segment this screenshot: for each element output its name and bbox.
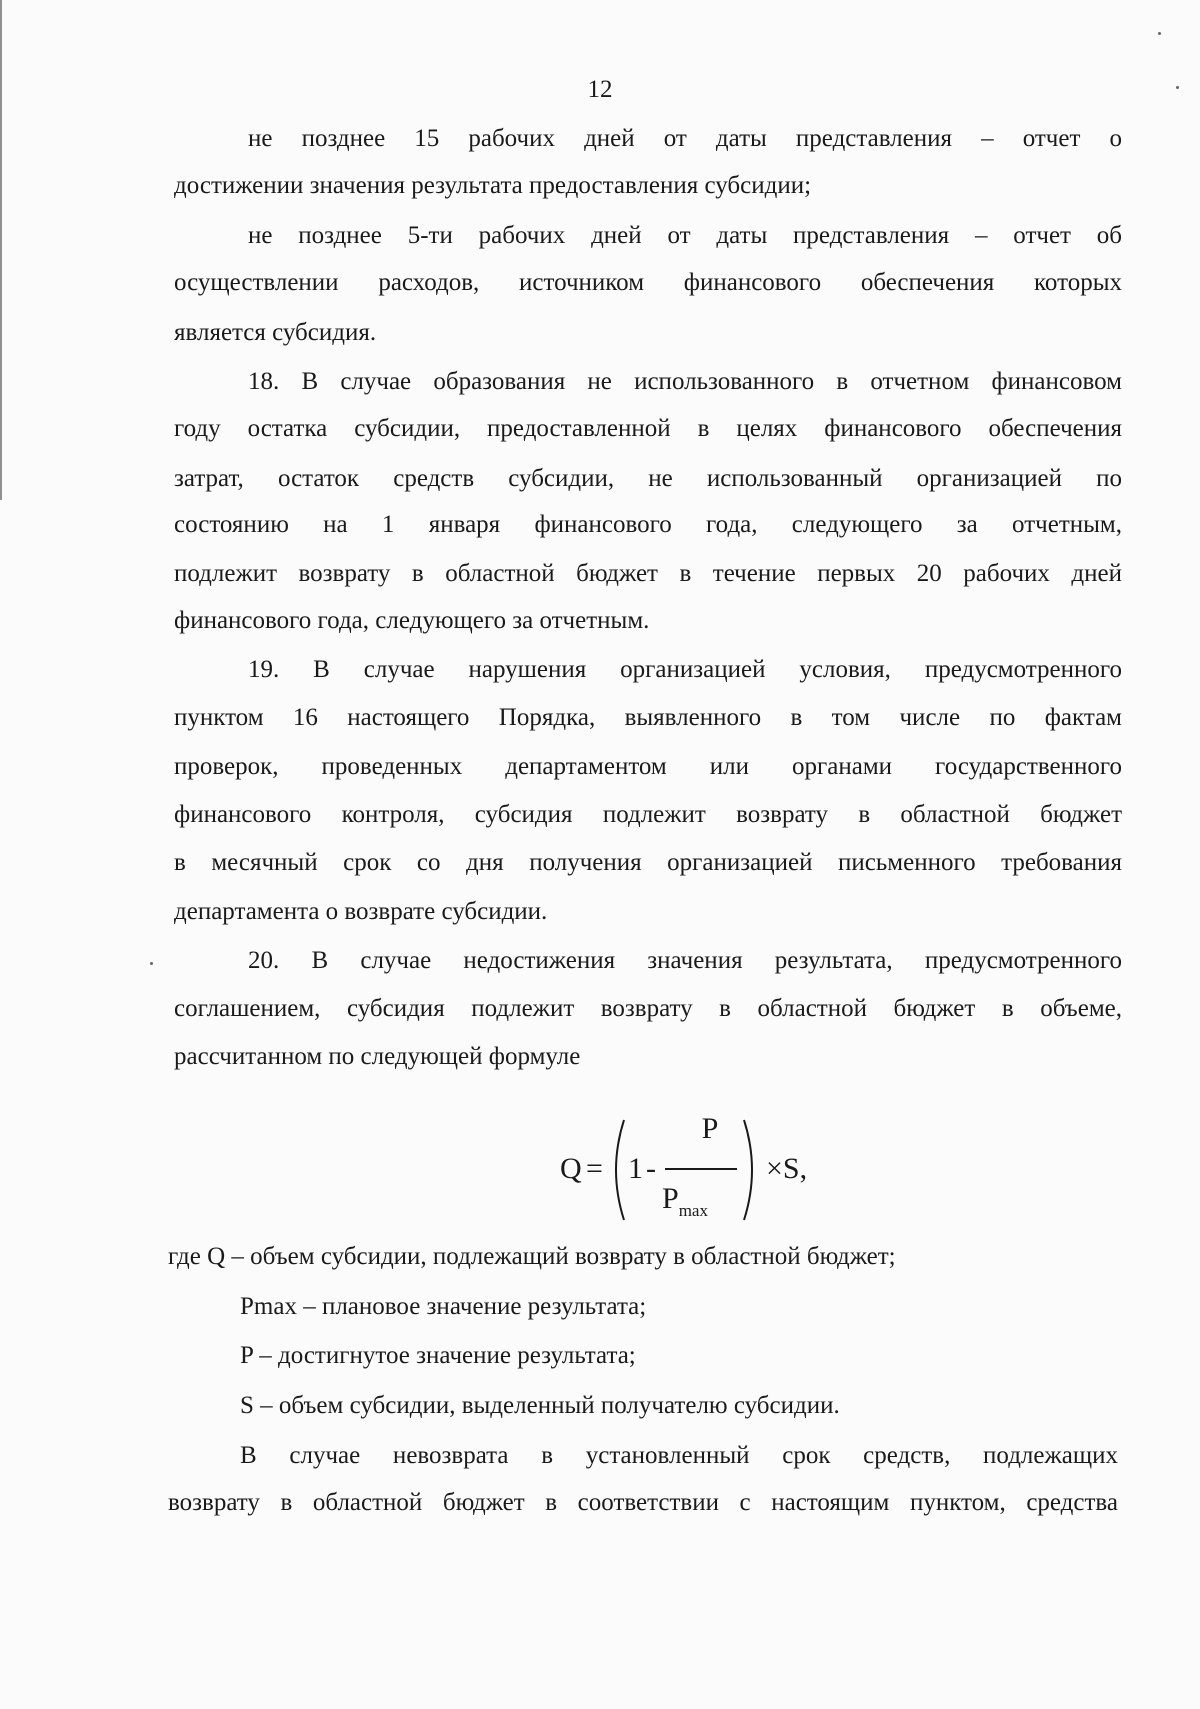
text-line: не позднее 15 рабочих дней от даты представления – отчет о xyxy=(248,125,1122,152)
text-line: 18. В случае образования не использованного в отчетном финансовом xyxy=(248,368,1122,395)
formula xyxy=(540,1108,840,1233)
formula-denominator: $P_{max}$ xyxy=(662,1182,708,1220)
text-line: пунктом 16 настоящего Порядка, выявленного в том числе по фактам xyxy=(174,704,1122,731)
text-line: P – достигнутое значение результата; xyxy=(240,1342,636,1369)
text-line: департамента о возврате субсидии. xyxy=(174,898,548,925)
left-paren-icon xyxy=(606,1118,628,1222)
fraction-bar xyxy=(665,1168,737,1170)
scan-edge xyxy=(0,0,2,500)
formula-equals: = xyxy=(586,1152,603,1185)
text-line: В случае невозврата в установленный срок средств, подлежащих xyxy=(240,1442,1118,1469)
text-line: 19. В случае нарушения организацией условия, предусмотренного xyxy=(248,656,1122,683)
text-line: затрат, остаток средств субсидии, не использованный организацией по xyxy=(174,465,1122,492)
formula-minus: - xyxy=(646,1152,656,1185)
scan-speck xyxy=(1176,86,1179,89)
text-line: проверок, проведенных департаментом или органами государственного xyxy=(174,753,1122,780)
text-line: S – объем субсидии, выделенный получателю субсидии. xyxy=(240,1392,840,1419)
formula-tail: ×S, xyxy=(766,1152,808,1185)
formula-one: 1 xyxy=(628,1152,643,1185)
text-line: где Q – объем субсидии, подлежащий возврату в областной бюджет; xyxy=(168,1243,896,1270)
text-line: финансового года, следующего за отчетным. xyxy=(174,607,650,634)
formula-numerator: P xyxy=(701,1112,719,1145)
text-line: году остатка субсидии, предоставленной в целях финансового обеспечения xyxy=(174,415,1122,442)
text-line: является субсидия. xyxy=(174,319,377,346)
right-paren-icon xyxy=(740,1118,762,1222)
formula-lhs: Q xyxy=(560,1152,582,1185)
text-line: соглашением, субсидия подлежит возврату в областной бюджет в объеме, xyxy=(174,995,1122,1022)
text-line: достижении значения результата предоставления субсидии; xyxy=(174,172,812,199)
scan-speck xyxy=(150,962,153,965)
text-line: возврату в областной бюджет в соответствии с настоящим пунктом, средства xyxy=(168,1489,1118,1516)
scan-speck xyxy=(1158,32,1161,35)
text-line: Pmax – плановое значение результата; xyxy=(240,1293,647,1320)
page-number: 12 xyxy=(587,76,613,103)
text-line: осуществлении расходов, источником финансового обеспечения которых xyxy=(174,269,1122,296)
text-line: финансового контроля, субсидия подлежит возврату в областной бюджет xyxy=(174,801,1122,828)
text-line: подлежит возврату в областной бюджет в течение первых 20 рабочих дней xyxy=(174,560,1122,587)
text-line: состоянию на 1 января финансового года, следующего за отчетным, xyxy=(174,511,1122,538)
text-line: не позднее 5-ти рабочих дней от даты представления – отчет об xyxy=(248,222,1122,249)
text-line: 20. В случае недостижения значения результата, предусмотренного xyxy=(248,947,1122,974)
text-line: в месячный срок со дня получения организацией письменного требования xyxy=(174,849,1122,876)
text-line: рассчитанном по следующей формуле xyxy=(174,1043,581,1070)
